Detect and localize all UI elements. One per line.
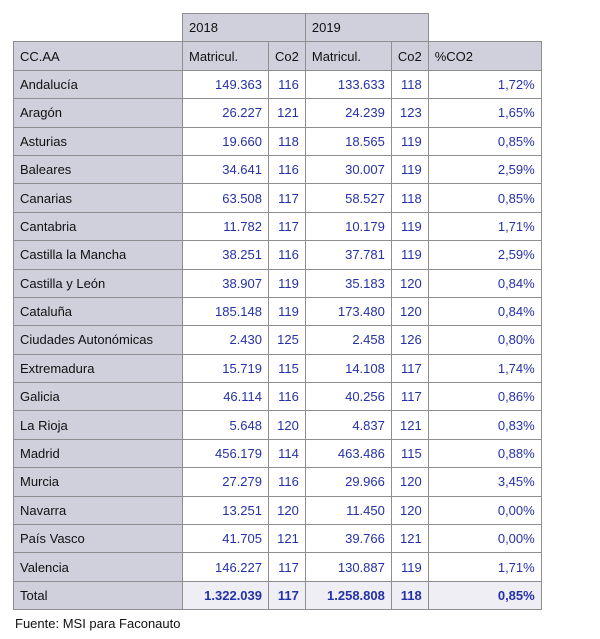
cell-co2-2019: 120 [391, 496, 428, 524]
cell-pct-co2: 3,45% [428, 468, 541, 496]
cell-pct-co2: 0,83% [428, 411, 541, 439]
cell-matric-2019: 35.183 [305, 269, 391, 297]
cell-co2-2019: 120 [391, 297, 428, 325]
cell-region: Baleares [14, 155, 183, 183]
cell-matric-2019: 14.108 [305, 354, 391, 382]
cell-co2-2019: 115 [391, 439, 428, 467]
table-row [14, 297, 542, 325]
cell-co2-2019: 119 [391, 553, 428, 581]
cell-pct-co2: 1,74% [428, 354, 541, 382]
table-row [14, 411, 542, 439]
cell-co2-2018: 116 [269, 383, 306, 411]
cell-pct-co2: 0,86% [428, 383, 541, 411]
cell-region: Andalucía [14, 70, 183, 98]
total-cell-co2-2019: 118 [391, 581, 428, 609]
cell-matric-2018: 27.279 [183, 468, 269, 496]
cell-co2-2018: 116 [269, 241, 306, 269]
table-row [14, 70, 542, 98]
table-row [14, 326, 542, 354]
cell-matric-2019: 58.527 [305, 184, 391, 212]
year-2018-header: 2018 [183, 14, 306, 42]
cell-co2-2019: 117 [391, 354, 428, 382]
cell-matric-2018: 149.363 [183, 70, 269, 98]
cell-matric-2019: 30.007 [305, 155, 391, 183]
cell-matric-2019: 39.766 [305, 525, 391, 553]
cell-region: Asturias [14, 127, 183, 155]
cell-pct-co2: 0,85% [428, 184, 541, 212]
cell-co2-2018: 120 [269, 411, 306, 439]
cell-co2-2019: 121 [391, 525, 428, 553]
cell-matric-2018: 19.660 [183, 127, 269, 155]
cell-co2-2019: 119 [391, 155, 428, 183]
total-cell-region: Total [14, 581, 183, 609]
cell-region: Ciudades Autonómicas [14, 326, 183, 354]
cell-matric-2018: 15.719 [183, 354, 269, 382]
table-row [14, 553, 542, 581]
column-header-co2-2018: Co2 [269, 42, 306, 70]
table-row [14, 127, 542, 155]
cell-co2-2018: 120 [269, 496, 306, 524]
cell-matric-2018: 38.907 [183, 269, 269, 297]
cell-region: Galicia [14, 383, 183, 411]
cell-matric-2019: 130.887 [305, 553, 391, 581]
cell-matric-2019: 133.633 [305, 70, 391, 98]
cell-matric-2019: 463.486 [305, 439, 391, 467]
column-header-co2-2019: Co2 [391, 42, 428, 70]
cell-co2-2018: 115 [269, 354, 306, 382]
cell-co2-2018: 118 [269, 127, 306, 155]
table-row [14, 99, 542, 127]
total-cell-matric-2019: 1.258.808 [305, 581, 391, 609]
cell-co2-2019: 120 [391, 468, 428, 496]
table-row [14, 184, 542, 212]
cell-pct-co2: 0,88% [428, 439, 541, 467]
year-2019-header: 2019 [305, 14, 428, 42]
source-note: Fuente: MSI para Faconauto [15, 616, 181, 631]
cell-pct-co2: 0,85% [428, 127, 541, 155]
cell-co2-2018: 116 [269, 155, 306, 183]
column-header-matric-2018: Matricul. [183, 42, 269, 70]
cell-pct-co2: 1,71% [428, 553, 541, 581]
cell-co2-2018: 117 [269, 553, 306, 581]
cell-matric-2019: 24.239 [305, 99, 391, 127]
column-header-row [14, 42, 542, 70]
table-row [14, 155, 542, 183]
cell-co2-2019: 120 [391, 269, 428, 297]
year-header-row [14, 14, 542, 42]
table-row [14, 383, 542, 411]
cell-pct-co2: 2,59% [428, 155, 541, 183]
cell-region: Cataluña [14, 297, 183, 325]
cell-co2-2019: 119 [391, 241, 428, 269]
table-row [14, 212, 542, 240]
cell-matric-2019: 18.565 [305, 127, 391, 155]
cell-pct-co2: 0,00% [428, 525, 541, 553]
cell-region: Navarra [14, 496, 183, 524]
co2-registrations-table [13, 13, 542, 610]
cell-matric-2019: 173.480 [305, 297, 391, 325]
cell-pct-co2: 2,59% [428, 241, 541, 269]
cell-matric-2019: 11.450 [305, 496, 391, 524]
cell-matric-2019: 40.256 [305, 383, 391, 411]
cell-pct-co2: 0,84% [428, 297, 541, 325]
cell-region: Cantabria [14, 212, 183, 240]
cell-matric-2018: 41.705 [183, 525, 269, 553]
cell-co2-2018: 125 [269, 326, 306, 354]
cell-pct-co2: 1,72% [428, 70, 541, 98]
cell-matric-2018: 63.508 [183, 184, 269, 212]
cell-region: Aragón [14, 99, 183, 127]
cell-matric-2018: 13.251 [183, 496, 269, 524]
cell-pct-co2: 0,84% [428, 269, 541, 297]
cell-matric-2018: 146.227 [183, 553, 269, 581]
empty-corner-cell [14, 14, 183, 42]
cell-co2-2018: 116 [269, 70, 306, 98]
table-row [14, 269, 542, 297]
cell-co2-2018: 117 [269, 212, 306, 240]
table-row [14, 496, 542, 524]
cell-pct-co2: 0,00% [428, 496, 541, 524]
cell-matric-2018: 185.148 [183, 297, 269, 325]
cell-region: Castilla la Mancha [14, 241, 183, 269]
cell-matric-2018: 34.641 [183, 155, 269, 183]
cell-co2-2018: 116 [269, 468, 306, 496]
cell-co2-2018: 114 [269, 439, 306, 467]
column-header-region: CC.AA [14, 42, 183, 70]
cell-matric-2018: 46.114 [183, 383, 269, 411]
table-row [14, 354, 542, 382]
cell-matric-2018: 5.648 [183, 411, 269, 439]
cell-region: La Rioja [14, 411, 183, 439]
cell-pct-co2: 1,65% [428, 99, 541, 127]
cell-matric-2018: 26.227 [183, 99, 269, 127]
cell-co2-2018: 121 [269, 525, 306, 553]
table-body [14, 14, 542, 610]
cell-region: Castilla y León [14, 269, 183, 297]
cell-region: País Vasco [14, 525, 183, 553]
cell-matric-2018: 2.430 [183, 326, 269, 354]
cell-co2-2019: 121 [391, 411, 428, 439]
cell-co2-2018: 119 [269, 269, 306, 297]
cell-co2-2018: 117 [269, 184, 306, 212]
cell-co2-2019: 117 [391, 383, 428, 411]
table-row [14, 525, 542, 553]
total-cell-matric-2018: 1.322.039 [183, 581, 269, 609]
table-row [14, 468, 542, 496]
cell-matric-2019: 10.179 [305, 212, 391, 240]
total-cell-co2-2018: 117 [269, 581, 306, 609]
cell-matric-2018: 38.251 [183, 241, 269, 269]
cell-matric-2019: 29.966 [305, 468, 391, 496]
cell-co2-2019: 118 [391, 184, 428, 212]
table-row [14, 241, 542, 269]
column-header-matric-2019: Matricul. [305, 42, 391, 70]
cell-pct-co2: 0,80% [428, 326, 541, 354]
column-header-pct-co2: %CO2 [428, 42, 541, 70]
cell-matric-2019: 4.837 [305, 411, 391, 439]
empty-header-cell [428, 14, 541, 42]
cell-matric-2018: 11.782 [183, 212, 269, 240]
cell-region: Canarias [14, 184, 183, 212]
cell-matric-2019: 2.458 [305, 326, 391, 354]
table-row [14, 439, 542, 467]
cell-region: Murcia [14, 468, 183, 496]
cell-co2-2018: 121 [269, 99, 306, 127]
cell-region: Extremadura [14, 354, 183, 382]
cell-co2-2018: 119 [269, 297, 306, 325]
cell-region: Madrid [14, 439, 183, 467]
total-row [14, 581, 542, 609]
cell-co2-2019: 126 [391, 326, 428, 354]
total-cell-pct-co2: 0,85% [428, 581, 541, 609]
cell-matric-2019: 37.781 [305, 241, 391, 269]
cell-co2-2019: 119 [391, 212, 428, 240]
cell-co2-2019: 118 [391, 70, 428, 98]
cell-co2-2019: 119 [391, 127, 428, 155]
cell-matric-2018: 456.179 [183, 439, 269, 467]
cell-pct-co2: 1,71% [428, 212, 541, 240]
cell-region: Valencia [14, 553, 183, 581]
cell-co2-2019: 123 [391, 99, 428, 127]
co2-registrations-table-container [13, 13, 542, 610]
